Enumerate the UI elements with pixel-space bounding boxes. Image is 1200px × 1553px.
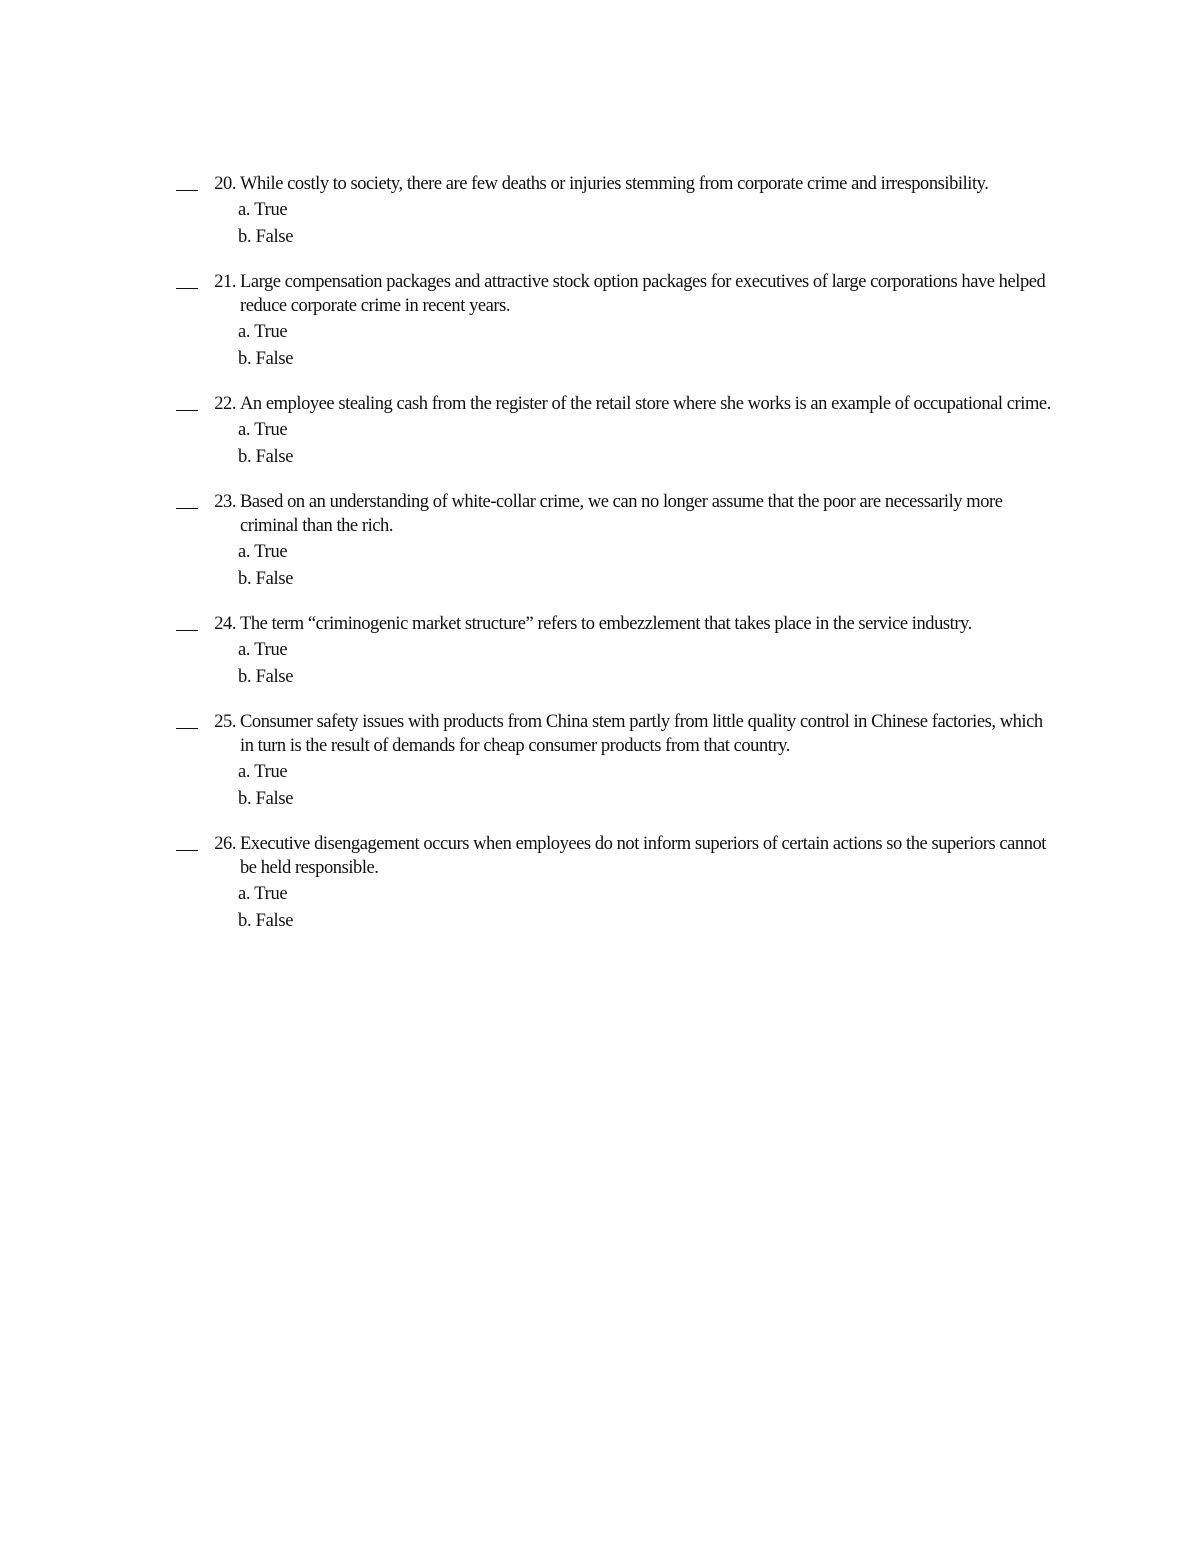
option-b: b. False bbox=[238, 910, 294, 931]
option-a: a. True bbox=[238, 640, 288, 660]
question-26 bbox=[176, 832, 1056, 934]
question-stem: Consumer safety issues with products from China stem partly from little quality control in Chinese factories, which in turn is the result of demands for cheap consumer products from that country. bbox=[240, 712, 1043, 756]
question-number: 21. bbox=[214, 272, 236, 292]
option-a: a. True bbox=[238, 420, 288, 440]
option-b: b. False bbox=[238, 226, 294, 247]
answer-blank[interactable] bbox=[176, 612, 198, 631]
question-22 bbox=[176, 392, 1056, 470]
option-a: a. True bbox=[238, 884, 288, 904]
answer-options bbox=[238, 539, 1056, 592]
option-a: a. True bbox=[238, 762, 288, 782]
answer-options bbox=[238, 881, 1056, 934]
answer-options bbox=[238, 637, 1056, 690]
question-number: 24. bbox=[214, 614, 236, 634]
question-number: 20. bbox=[214, 174, 236, 194]
option-b: b. False bbox=[238, 568, 294, 589]
answer-blank[interactable] bbox=[176, 490, 198, 509]
question-number: 25. bbox=[214, 712, 236, 732]
question-stem: While costly to society, there are few deaths or injuries stemming from corporate crime and irresponsibility. bbox=[240, 174, 989, 194]
answer-options bbox=[238, 759, 1056, 812]
question-20 bbox=[176, 172, 1056, 250]
option-b: b. False bbox=[238, 788, 294, 809]
answer-blank[interactable] bbox=[176, 710, 198, 729]
answer-blank[interactable] bbox=[176, 172, 198, 191]
question-number: 23. bbox=[214, 492, 236, 512]
option-a: a. True bbox=[238, 322, 288, 342]
question-21 bbox=[176, 270, 1056, 372]
answer-blank[interactable] bbox=[176, 392, 198, 411]
option-a: a. True bbox=[238, 200, 288, 220]
question-23 bbox=[176, 490, 1056, 592]
question-stem: An employee stealing cash from the register of the retail store where she works is an example of occupational crime. bbox=[240, 394, 1051, 414]
option-b: b. False bbox=[238, 446, 294, 467]
option-b: b. False bbox=[238, 348, 294, 369]
option-a: a. True bbox=[238, 542, 288, 562]
question-25 bbox=[176, 710, 1056, 812]
question-24 bbox=[176, 612, 1056, 690]
question-stem: Executive disengagement occurs when employees do not inform superiors of certain actions so the superiors cannot be held responsible. bbox=[240, 834, 1047, 878]
question-number: 26. bbox=[214, 834, 236, 854]
question-stem: Large compensation packages and attractive stock option packages for executives of large corporations have helped reduce corporate crime in recent years. bbox=[240, 272, 1046, 316]
question-stem: The term “criminogenic market structure” refers to embezzlement that takes place in the service industry. bbox=[240, 614, 972, 634]
question-list bbox=[176, 172, 1056, 954]
option-b: b. False bbox=[238, 666, 294, 687]
answer-options bbox=[238, 417, 1056, 470]
answer-options bbox=[238, 319, 1056, 372]
question-stem: Based on an understanding of white-collar crime, we can no longer assume that the poor are necessarily more criminal than the rich. bbox=[240, 492, 1003, 536]
answer-options bbox=[238, 197, 1056, 250]
answer-blank[interactable] bbox=[176, 832, 198, 851]
answer-blank[interactable] bbox=[176, 270, 198, 289]
question-number: 22. bbox=[214, 394, 236, 414]
